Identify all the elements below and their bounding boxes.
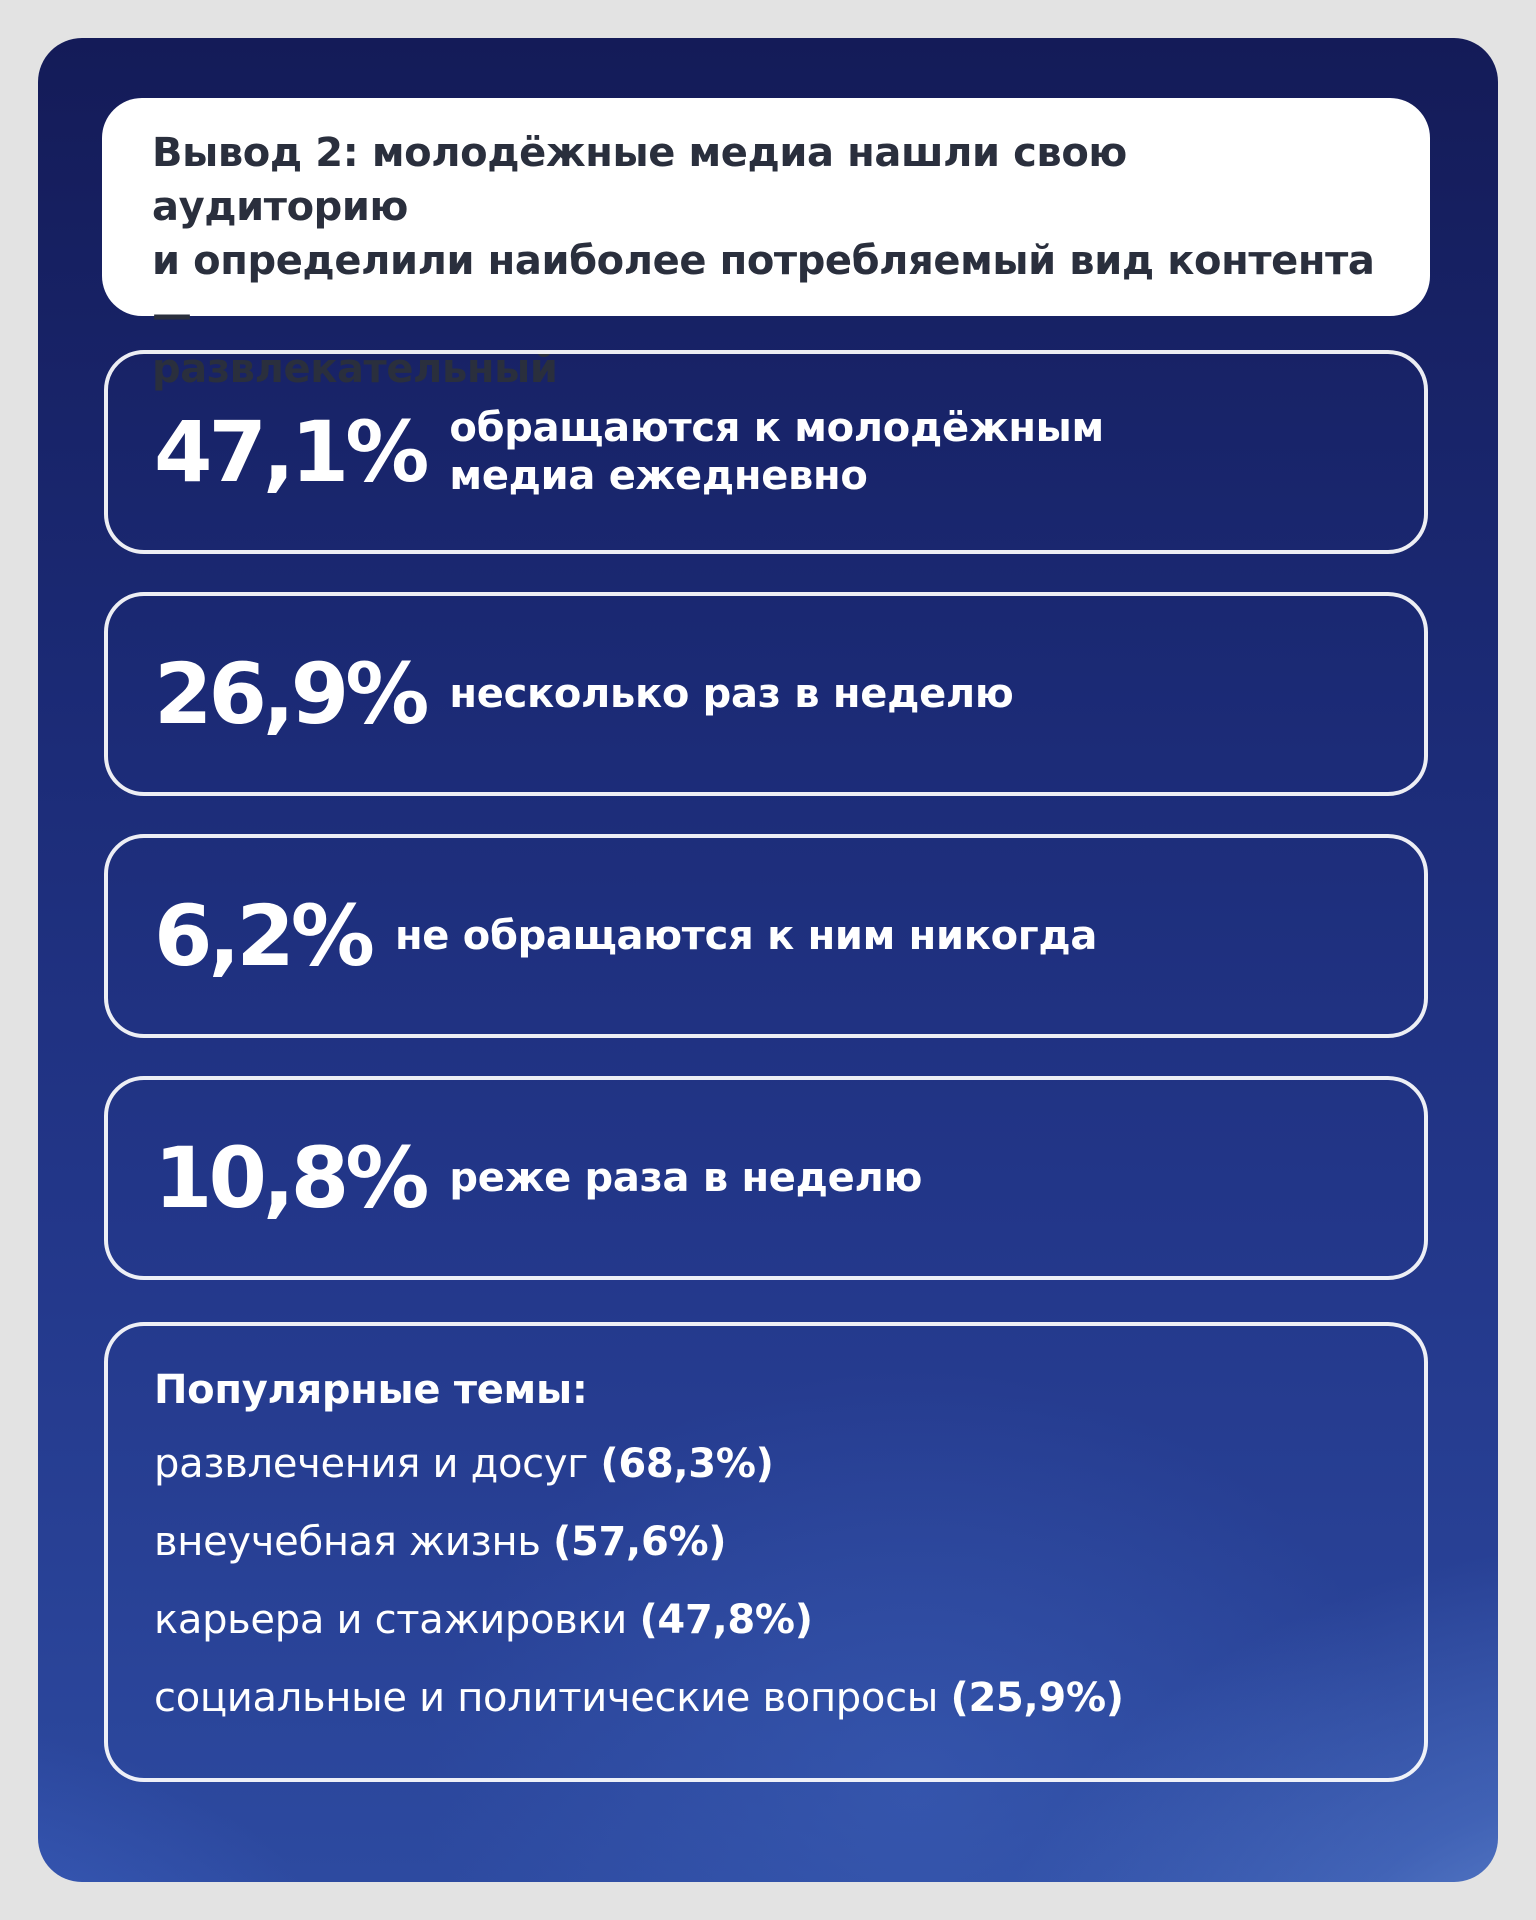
- topic-label: развлечения и досуг: [154, 1441, 588, 1487]
- stat-description: несколько раз в неделю: [449, 671, 1014, 717]
- stat-box-rarely: [104, 1076, 1428, 1280]
- topic-label: карьера и стажировки: [154, 1597, 628, 1643]
- topic-item: [154, 1440, 1424, 1488]
- headline-text: Вывод 2: молодёжные медиа нашли свою аудиторию и определили наиболее потребляемый вид контента — развлекательный: [152, 130, 1375, 392]
- topic-item: [154, 1596, 1424, 1644]
- stat-value: 10,8%: [154, 1129, 426, 1227]
- topic-label: внеучебная жизнь: [154, 1519, 541, 1565]
- popular-topics-box: [104, 1322, 1428, 1782]
- topics-title: Популярные темы:: [154, 1367, 588, 1413]
- infographic-card: [38, 38, 1498, 1882]
- stat-box-daily: [104, 350, 1428, 554]
- stat-description: реже раза в неделю: [449, 1155, 923, 1201]
- topic-percent: (25,9%): [950, 1675, 1124, 1721]
- headline-box: [102, 98, 1430, 392]
- topic-percent: (57,6%): [553, 1519, 727, 1565]
- stat-description: не обращаются к ним никогда: [394, 913, 1098, 959]
- stat-description: обращаются к молодёжным медиа ежедневно: [449, 405, 1104, 499]
- topic-item: [154, 1518, 1424, 1566]
- topic-label: социальные и политические вопросы: [154, 1675, 939, 1721]
- stat-box-weekly: [104, 592, 1428, 796]
- stat-value: 6,2%: [154, 887, 371, 985]
- topic-percent: (68,3%): [600, 1441, 774, 1487]
- stat-box-never: [104, 834, 1428, 1038]
- stat-value: 47,1%: [154, 403, 426, 501]
- stat-value: 26,9%: [154, 645, 426, 743]
- topic-percent: (47,8%): [639, 1597, 813, 1643]
- topic-item: [154, 1674, 1424, 1722]
